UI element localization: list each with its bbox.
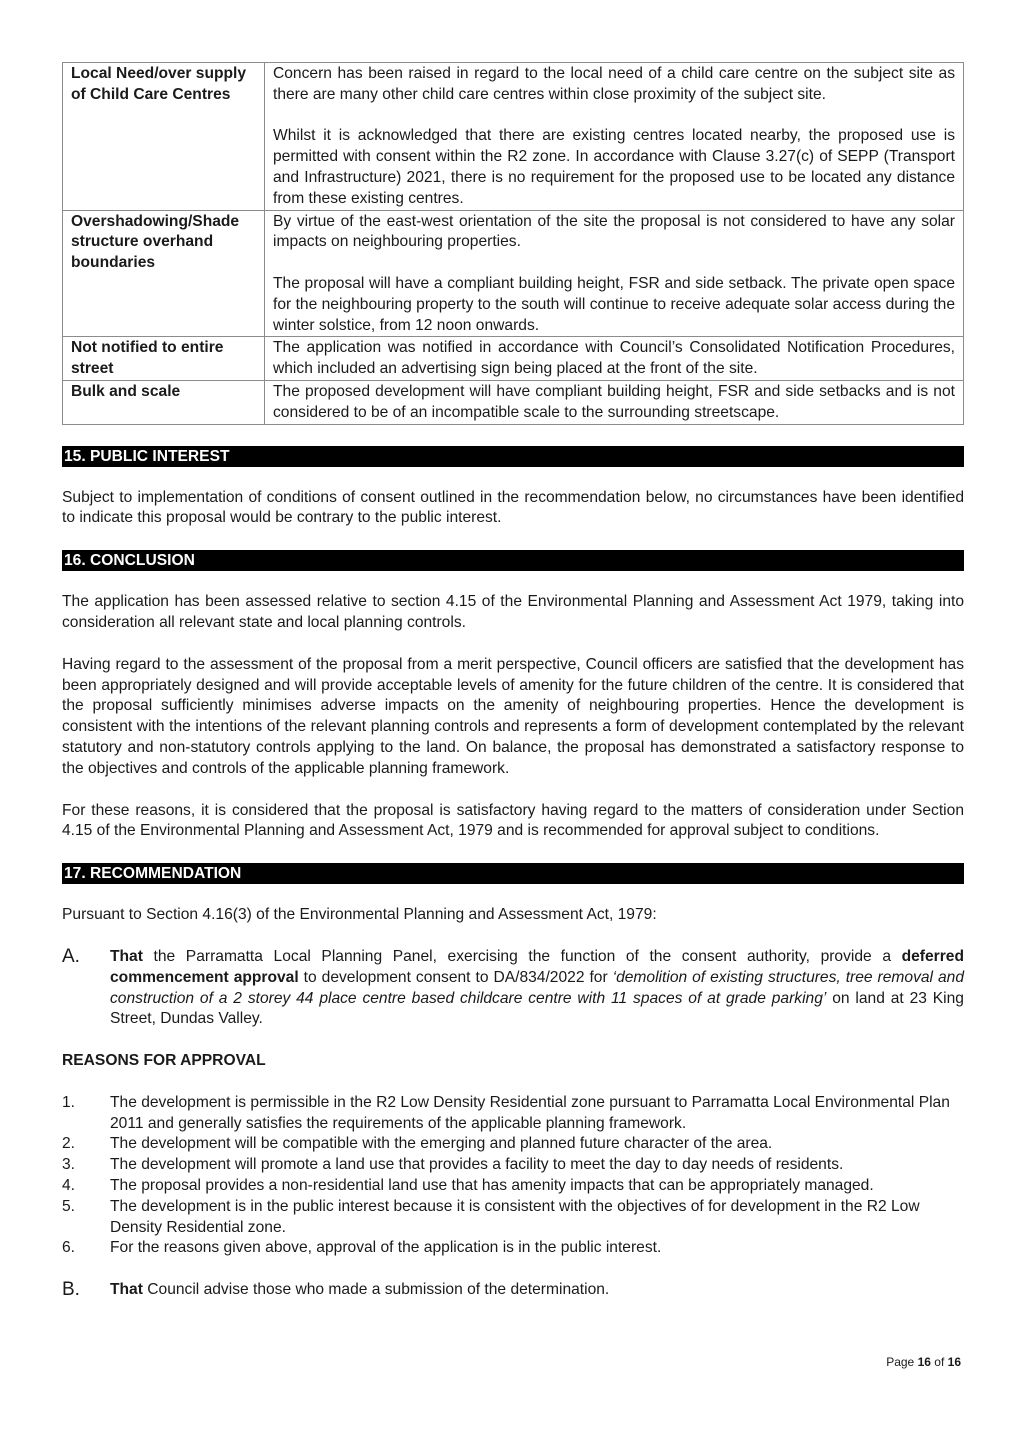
item-body: That the Parramatta Local Planning Panel, exercising the function of the consent authority, provide a deferred commencement approval to development consent to DA/834/2022 for ‘demolition of existing structures, tree removal and construction of a 2 storey 44 place centre based childcare centre with 11 spaces of at grade parking’ on land at 23 King Street, Dundas Valley. [110,947,964,1028]
list-item: 5. The development is in the public interest because it is consistent with the objectives of for development in the R2 Low Density Residential zone. [62,1197,920,1236]
issue-cell: Not notified to entire street [63,337,265,381]
response-paragraph: The application was notified in accordance with Council’s Consolidated Notification Procedures, which included an advertising sign being placed at the front of the site. [273,339,955,378]
page-number: Page 16 of 16 [886,1355,961,1369]
response-cell [265,63,964,211]
recommendation-item-b [62,1280,964,1301]
response-paragraph: Whilst it is acknowledged that there are existing centres located nearby, the proposed use is permitted with consent within the R2 zone. In accordance with Clause 3.27(c) of SEPP (Transport and Infrastructure) 2021, there is no requirement for the proposed use to be located any distance from these existing centres. [273,127,955,207]
item-letter: B. [62,1279,80,1301]
response-paragraph: The proposal will have a compliant building height, FSR and side setback. The private open space for the neighbouring property to the south will continue to receive adequate solar access during the winter solstice, from 12 noon onwards. [273,274,955,334]
section-heading-recommendation: 17. RECOMMENDATION [62,863,964,884]
response-cell [265,210,964,337]
response-cell [265,380,964,424]
document-page [62,62,964,1301]
list-item: 2. The development will be compatible with the emerging and planned future character of the area. [62,1135,773,1153]
issue-cell: Overshadowing/Shade structure overhand boundaries [63,210,265,337]
conclusion-paragraph: For these reasons, it is considered that the proposal is satisfactory having regard to the matters of consideration under Section 4.15 of the Environmental Planning and Assessment Act, 1979 and is recommended for approval subject to conditions. [62,801,964,840]
list-item: 4. The proposal provides a non-residential land use that has amenity impacts that can be appropriately managed. [62,1177,874,1195]
reasons-heading: REASONS FOR APPROVAL [62,1052,266,1070]
table-row [63,337,964,381]
response-paragraph: By virtue of the east-west orientation of the site the proposal is not considered to have any solar impacts on neighbouring properties. [273,212,955,251]
issue-cell: Local Need/over supply of Child Care Centres [63,63,265,211]
section-heading-public-interest: 15. PUBLIC INTEREST [62,446,964,467]
recommendation-intro: Pursuant to Section 4.16(3) of the Environmental Planning and Assessment Act, 1979: [62,906,657,924]
list-item: 6. For the reasons given above, approval of the application is in the public interest. [62,1239,662,1257]
reasons-list [62,1093,964,1259]
response-paragraph: Concern has been raised in regard to the local need of a child care centre on the subject site as there are many other child care centres within close proximity of the subject site. [273,65,955,103]
item-body: That Council advise those who made a submission of the determination. [110,1281,610,1299]
conclusion-paragraph: The application has been assessed relative to section 4.15 of the Environmental Planning and Assessment Act 1979, taking into consideration all relevant state and local planning controls. [62,593,964,631]
list-item: 1. The development is permissible in the R2 Low Density Residential zone pursuant to Parramatta Local Environmental Plan 2011 and generally satisfies the requirements of the applicable planning framework. [62,1093,950,1132]
table-row [63,210,964,337]
public-interest-text: Subject to implementation of conditions of consent outlined in the recommendation below, no circumstances have been identified to indicate this proposal would be contrary to the public interest. [62,488,964,527]
submissions-table [62,62,964,425]
section-heading-conclusion: 16. CONCLUSION [62,550,964,571]
item-letter: A. [62,945,80,967]
list-item: 3. The development will promote a land use that provides a facility to meet the day to day needs of residents. [62,1156,844,1174]
issue-cell: Bulk and scale [63,380,265,424]
table-row [63,63,964,211]
recommendation-item-a [62,947,964,1030]
response-cell [265,337,964,381]
table-row [63,380,964,424]
response-paragraph: The proposed development will have compliant building height, FSR and side setbacks and is not considered to be of an incompatible scale to the surrounding streetscape. [273,382,955,421]
conclusion-paragraph: Having regard to the assessment of the proposal from a merit perspective, Council officers are satisfied that the development has been appropriately designed and will provide acceptable levels of amenity for the future children of the centre. It is considered that the proposal sufficiently minimises adverse impacts on the amenity of neighbouring properties. Hence the development is consistent with the intentions of the relevant planning controls and represents a form of development contemplated by the relevant statutory and non-statutory controls applying to the land. On balance, the proposal has demonstrated a satisfactory response to the objectives and controls of the applicable planning framework. [62,655,964,777]
